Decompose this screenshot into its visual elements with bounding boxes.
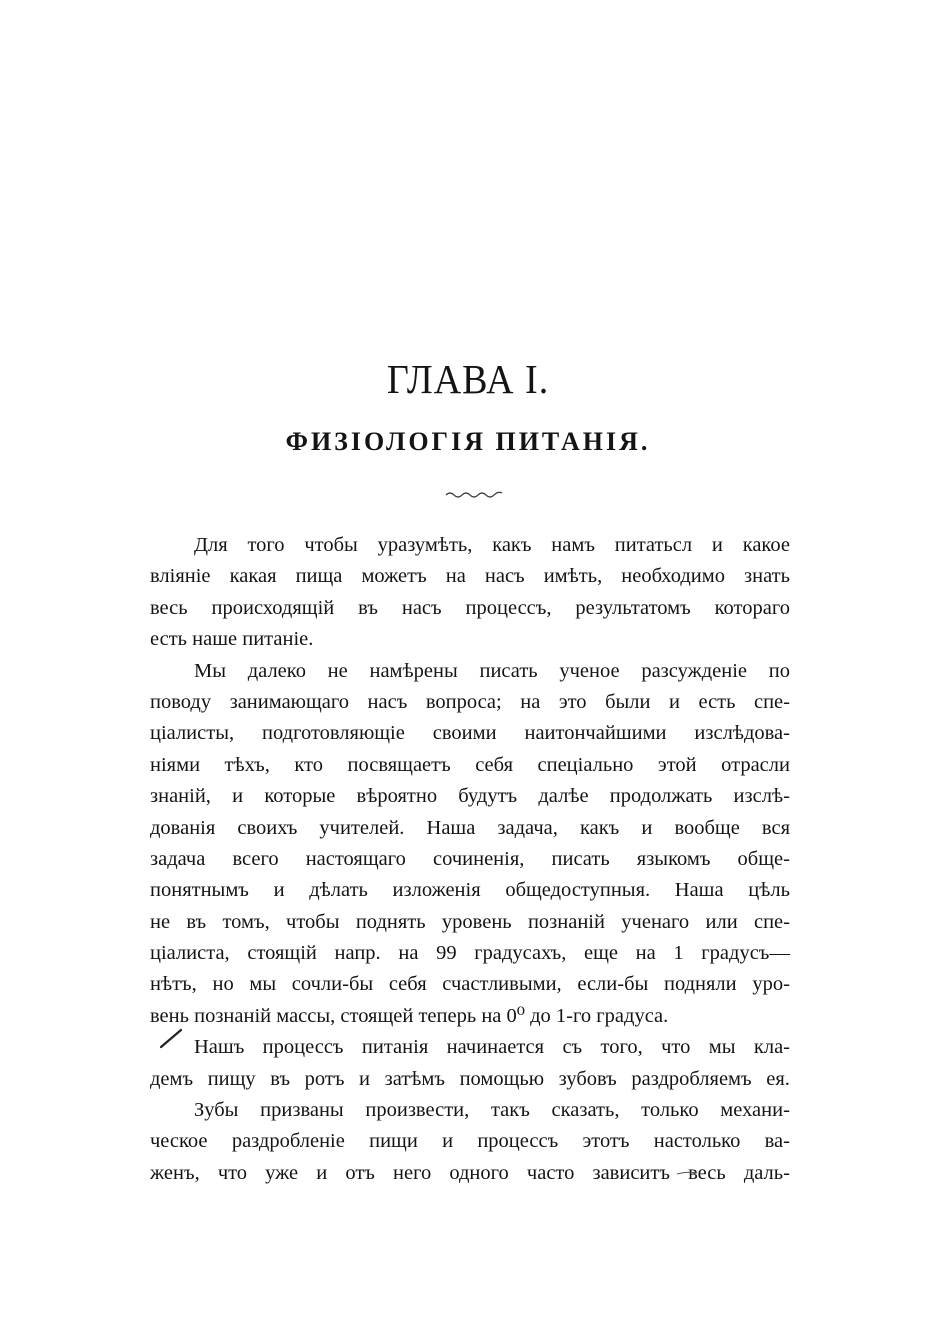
text-line: нѣтъ, но мы сочли-бы себя счастливыми, если-бы подняли уро- bbox=[150, 973, 790, 996]
chapter-title: ГЛАВА I. bbox=[386, 357, 550, 403]
pencil-mark-icon bbox=[158, 1027, 184, 1049]
text-line: не въ томъ, чтобы поднять уровень познаній ученаго или спе- bbox=[150, 910, 790, 933]
text-line: поводу занимающаго насъ вопроса; на это были и есть спе- bbox=[150, 690, 790, 713]
text-line: знаній, и которые вѣроятно будутъ далѣе продолжать изслѣ- bbox=[150, 785, 790, 808]
text-line: женъ, что уже и отъ него одного часто зависитъ весь даль- bbox=[150, 1161, 790, 1184]
text-line: задача всего настоящаго сочиненія, писать языкомъ обще- bbox=[150, 847, 790, 870]
text-line: есть наше питаніе. bbox=[150, 628, 314, 651]
text-line: Мы далеко не намѣрены писать ученое разсужденіе по bbox=[194, 659, 790, 682]
text-line: весь происходящій въ насъ процессъ, результатомъ котораго bbox=[150, 596, 790, 619]
text-line: ніями тѣхъ, кто посвящаетъ себя спеціально этой отрасли bbox=[150, 753, 790, 776]
text-line: ческое раздробленіе пищи и процессъ этотъ настолько ва- bbox=[150, 1130, 790, 1153]
text-line: понятнымъ и дѣлать изложенія общедоступныя. Наша цѣль bbox=[150, 879, 790, 902]
ink-smudge-icon bbox=[676, 1170, 698, 1176]
text-line: Зубы призваны произвести, такъ сказать, только механи- bbox=[194, 1099, 790, 1122]
chapter-subtitle: ФИЗІОЛОГІЯ ПИТАНІЯ. bbox=[285, 427, 651, 456]
text-line: демъ пищу въ ротъ и затѣмъ помощью зубовъ раздробляемъ ея. bbox=[150, 1067, 790, 1090]
text-line: ціалиста, стоящій напр. на 99 градусахъ, еще на 1 градусъ— bbox=[150, 942, 790, 965]
text-line: Для того чтобы уразумѣть, какъ намъ питатьсл и какое bbox=[194, 534, 790, 556]
ornament-divider-icon bbox=[444, 486, 504, 500]
text-line: дованія своихъ учителей. Наша задача, какъ и вообще вся bbox=[150, 816, 790, 839]
body-text bbox=[150, 530, 790, 1189]
text-line: вень познаній массы, стоящей теперь на 0⁰ до 1-го градуса. bbox=[150, 1004, 669, 1027]
text-line: вліяніе какая пища можетъ на насъ имѣть, необходимо знать bbox=[150, 565, 790, 588]
text-line: ціалисты, подготовляющіе своими наитончайшими изслѣдова- bbox=[150, 722, 790, 745]
text-line: Нашъ процессъ питанія начинается съ того, что мы кла- bbox=[194, 1036, 790, 1059]
